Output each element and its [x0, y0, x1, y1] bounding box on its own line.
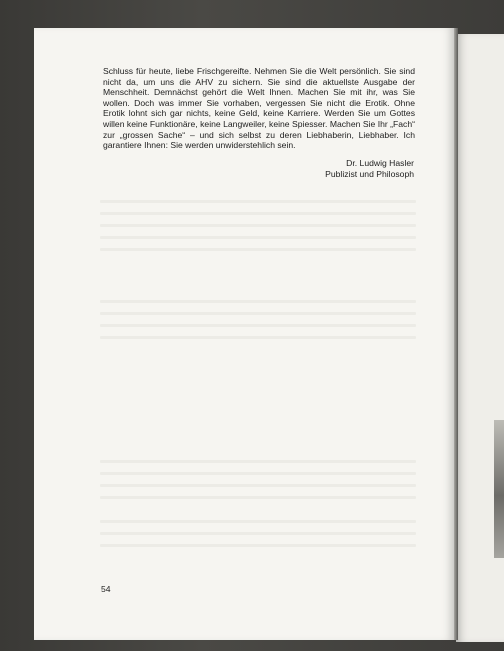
- show-through-line: [100, 544, 416, 547]
- show-through-line: [100, 336, 416, 339]
- show-through-line: [100, 324, 416, 327]
- show-through-line: [100, 472, 416, 475]
- show-through-line: [100, 224, 416, 227]
- show-through-line: [100, 200, 416, 203]
- page-number: 54: [101, 584, 111, 594]
- show-through-line: [100, 520, 416, 523]
- signature-block: [260, 158, 414, 179]
- body-paragraph: Schluss für heute, liebe Frischgereifte. Nehmen Sie die Welt persönlich. Sie sind nicht da, um uns die AHV zu sichern. Sie sind die aktuellste Ausgabe der Menschheit. Demnächst gehört die Welt Ihnen. Machen Sie mit ihr, was Sie wollen. Doch was immer Sie vorhaben, vergessen Sie nicht die Erotik. Ohne Erotik lohnt sich gar nichts, keine Geld, keine Karriere. Werden Sie um Gottes willen keine Funktionäre, keine Langweiler, keine Spiesser. Machen Sie Ihr „Fach“ zur „grossen Sache“ – und sich selbst zu deren Liebhaberin, Liebhaber. Ich garantiere Ihnen: Sie werden unwiderstehlich sein.: [103, 66, 415, 151]
- show-through-line: [100, 532, 416, 535]
- show-through-line: [100, 460, 416, 463]
- show-through-line: [100, 300, 416, 303]
- show-through-line: [100, 312, 416, 315]
- show-through-line: [100, 248, 416, 251]
- show-through-line: [100, 236, 416, 239]
- show-through-line: [100, 496, 416, 499]
- right-page-photo: [494, 420, 504, 558]
- show-through-line: [100, 212, 416, 215]
- show-through-line: [100, 484, 416, 487]
- signature-title: Publizist und Philosoph: [325, 168, 414, 179]
- signature-name: Dr. Ludwig Hasler: [346, 158, 414, 168]
